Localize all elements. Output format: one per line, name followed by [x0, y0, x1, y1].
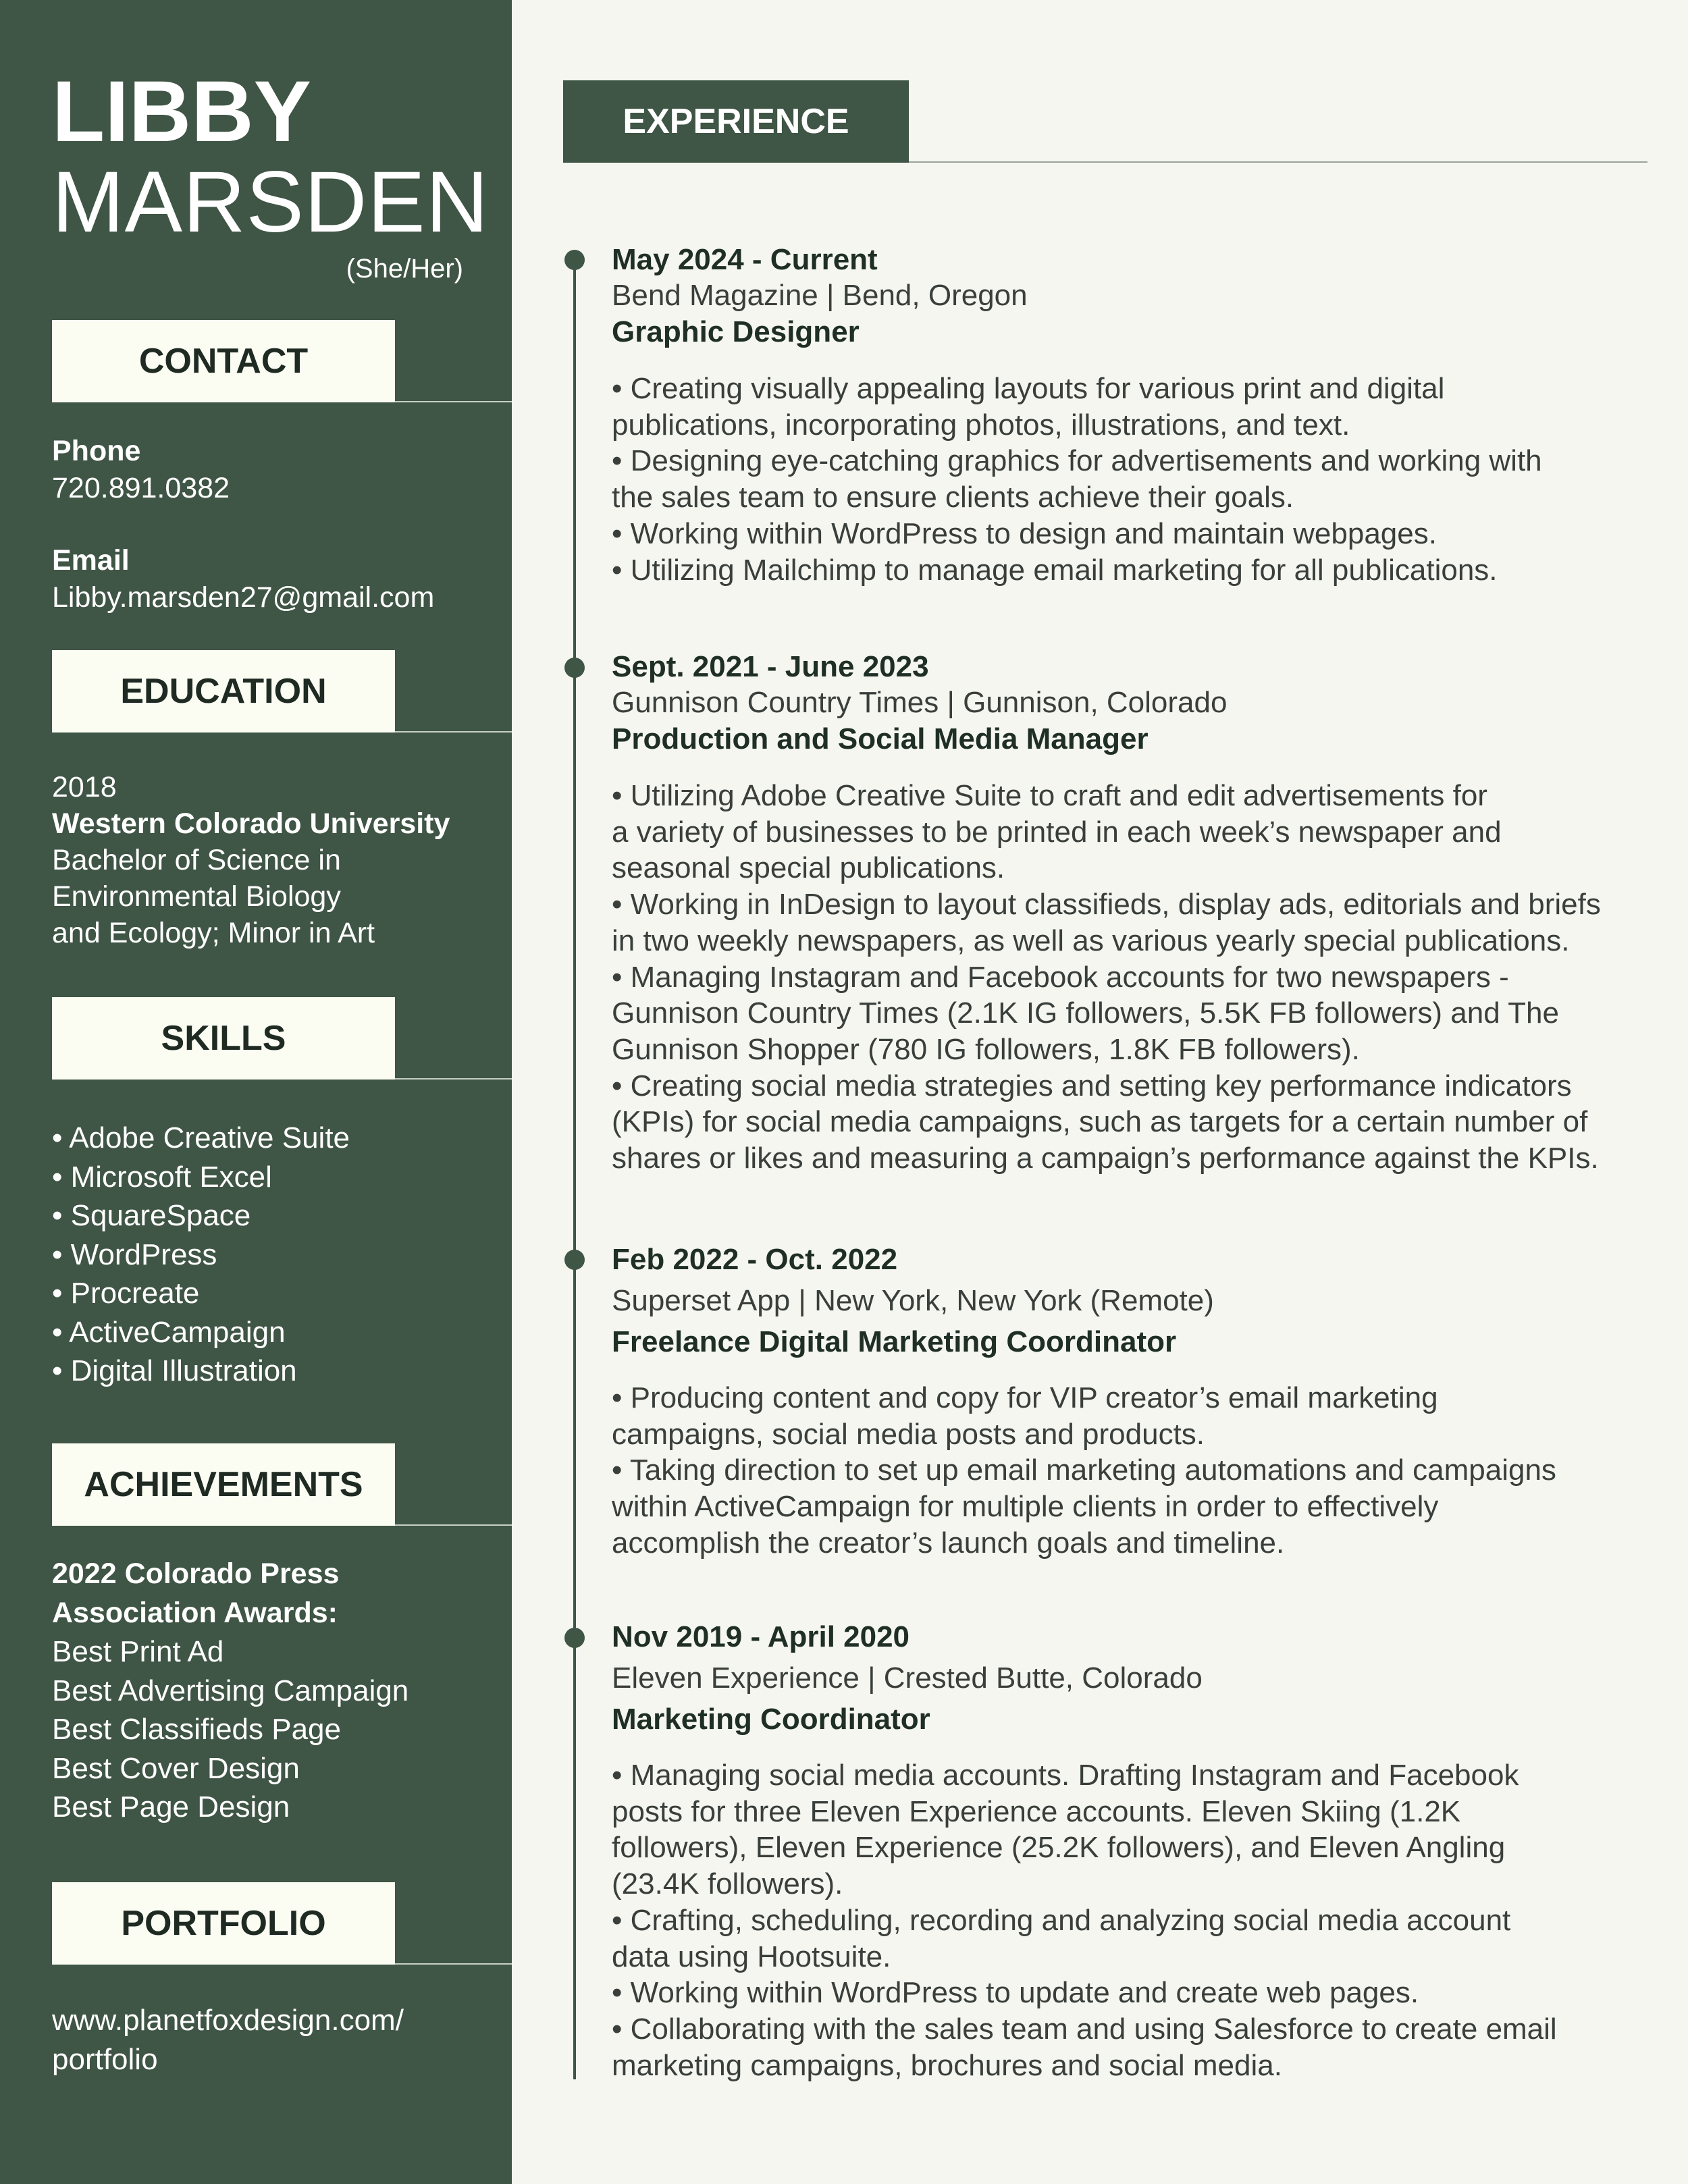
skills-list [52, 1119, 350, 1391]
sidebar [0, 0, 512, 2184]
job-bullet: • Working in InDesign to layout classifieds, display ads, editorials and briefs in two weekly newspapers, as well as various yearly special publications. [612, 888, 1601, 957]
job-date: May 2024 - Current [612, 243, 878, 276]
portfolio-link[interactable] [52, 2001, 404, 2079]
experience-heading: EXPERIENCE [563, 80, 909, 163]
timeline-line [573, 260, 576, 2079]
job-bullet: • Creating visually appealing layouts for various print and digital publications, incorporating photos, illustrations, and text. [612, 372, 1445, 442]
job-company: Bend Magazine | Bend, Oregon [612, 279, 1028, 312]
achievement-item: Best Page Design [52, 1790, 290, 1823]
job-bullet: • Managing Instagram and Facebook accounts for two newspapers - Gunnison Country Times (2.1K IG followers, 5.5K FB followers) and The Gunnison Shopper (780 IG followers, 1.8K FB followers). [612, 960, 1559, 1066]
skill-item: • Digital Illustration [52, 1354, 297, 1387]
achievements-divider [395, 1524, 512, 1526]
job-bullets [612, 371, 1645, 588]
job-title: Production and Social Media Manager [612, 722, 1149, 755]
experience-divider [909, 161, 1647, 163]
portfolio-heading: PORTFOLIO [52, 1882, 395, 1965]
education-degree-line: Environmental Biology [52, 880, 341, 913]
job-bullet: • Taking direction to set up email marketing automations and campaigns within ActiveCampaign for multiple clients in order to effectively accomplish the creator’s launch goals and timeline. [612, 1454, 1556, 1560]
job-company: Superset App | New York, New York (Remote) [612, 1284, 1214, 1317]
job-company: Gunnison Country Times | Gunnison, Colorado [612, 686, 1228, 719]
job-title: Graphic Designer [612, 315, 860, 348]
job-date: Nov 2019 - April 2020 [612, 1620, 910, 1653]
timeline-dot [564, 658, 585, 678]
job-bullet: • Working within WordPress to design and maintain webpages. [612, 516, 1437, 550]
job-date: Sept. 2021 - June 2023 [612, 650, 929, 683]
job-bullet: • Managing social media accounts. Drafting Instagram and Facebook posts for three Eleven Experience accounts. Eleven Skiing (1.2K followers), Eleven Experience (25.2K followers), and Eleven Angling (23.4K followers). [612, 1759, 1519, 1901]
education-heading: EDUCATION [52, 650, 395, 733]
job-title: Freelance Digital Marketing Coordinator [612, 1325, 1177, 1358]
achievement-item: Best Classifieds Page [52, 1713, 341, 1746]
job-bullets [612, 778, 1645, 1177]
job-title: Marketing Coordinator [612, 1703, 930, 1736]
achievement-title-line: Association Awards: [52, 1596, 338, 1629]
contact-divider [395, 401, 512, 402]
last-name: MARSDEN [52, 154, 490, 250]
education-degree-line: and Ecology; Minor in Art [52, 917, 375, 949]
skill-item: • WordPress [52, 1237, 217, 1271]
email-label: Email [52, 544, 130, 577]
job-bullets [612, 1757, 1645, 2083]
job-bullet: • Producing content and copy for VIP creator’s email marketing campaigns, social media posts and products. [612, 1381, 1438, 1451]
education-year: 2018 [52, 771, 117, 803]
timeline-dot [564, 1250, 585, 1270]
education-school: Western Colorado University [52, 807, 450, 840]
skills-heading: SKILLS [52, 997, 395, 1080]
skills-divider [395, 1078, 512, 1080]
email-value: Libby.marsden27@gmail.com [52, 581, 435, 614]
job-bullet: • Crafting, scheduling, recording and analyzing social media account data using Hootsuite. [612, 1903, 1511, 1973]
education-degree-line: Bachelor of Science in [52, 844, 341, 876]
first-name: LIBBY [52, 63, 311, 160]
job-bullet: • Working within WordPress to update and create web pages. [612, 1976, 1419, 2010]
job-date: Feb 2022 - Oct. 2022 [612, 1243, 898, 1276]
pronouns: (She/Her) [346, 254, 463, 284]
phone-label: Phone [52, 435, 141, 467]
job-bullet: • Utilizing Mailchimp to manage email marketing for all publications. [612, 553, 1498, 587]
skill-item: • Adobe Creative Suite [52, 1121, 350, 1154]
timeline-dot [564, 250, 585, 270]
job-company: Eleven Experience | Crested Butte, Colorado [612, 1661, 1203, 1695]
skill-item: • ActiveCampaign [52, 1315, 286, 1349]
portfolio-url-line[interactable]: www.planetfoxdesign.com/ [52, 2004, 404, 2037]
timeline-dot [564, 1628, 585, 1648]
skill-item: • Microsoft Excel [52, 1160, 272, 1194]
portfolio-url-line[interactable]: portfolio [52, 2042, 158, 2076]
job-bullet: • Designing eye-catching graphics for advertisements and working with the sales team to ensure clients achieve their goals. [612, 444, 1542, 514]
job-bullet: • Utilizing Adobe Creative Suite to craft and edit advertisements for a variety of businesses to be printed in each week’s newspaper and seasonal special publications. [612, 779, 1502, 885]
phone-value: 720.891.0382 [52, 472, 230, 504]
skill-item: • Procreate [52, 1277, 200, 1310]
job-bullets [612, 1380, 1645, 1562]
achievement-item: Best Advertising Campaign [52, 1674, 409, 1707]
portfolio-divider [395, 1963, 512, 1965]
achievement-item: Best Cover Design [52, 1751, 300, 1785]
job-bullet: • Creating social media strategies and setting key performance indicators (KPIs) for social media campaigns, such as targets for a certain number of shares or likes and measuring a campaign’s performance against the KPIs. [612, 1069, 1599, 1175]
contact-heading: CONTACT [52, 320, 395, 402]
skill-item: • SquareSpace [52, 1199, 251, 1232]
achievements-list [52, 1555, 408, 1827]
achievements-heading: ACHIEVEMENTS [52, 1443, 395, 1526]
job-bullet: • Collaborating with the sales team and using Salesforce to create email marketing campaigns, brochures and social media. [612, 2012, 1557, 2082]
achievement-item: Best Print Ad [52, 1635, 224, 1668]
achievement-title-line: 2022 Colorado Press [52, 1557, 340, 1590]
education-divider [395, 731, 512, 733]
